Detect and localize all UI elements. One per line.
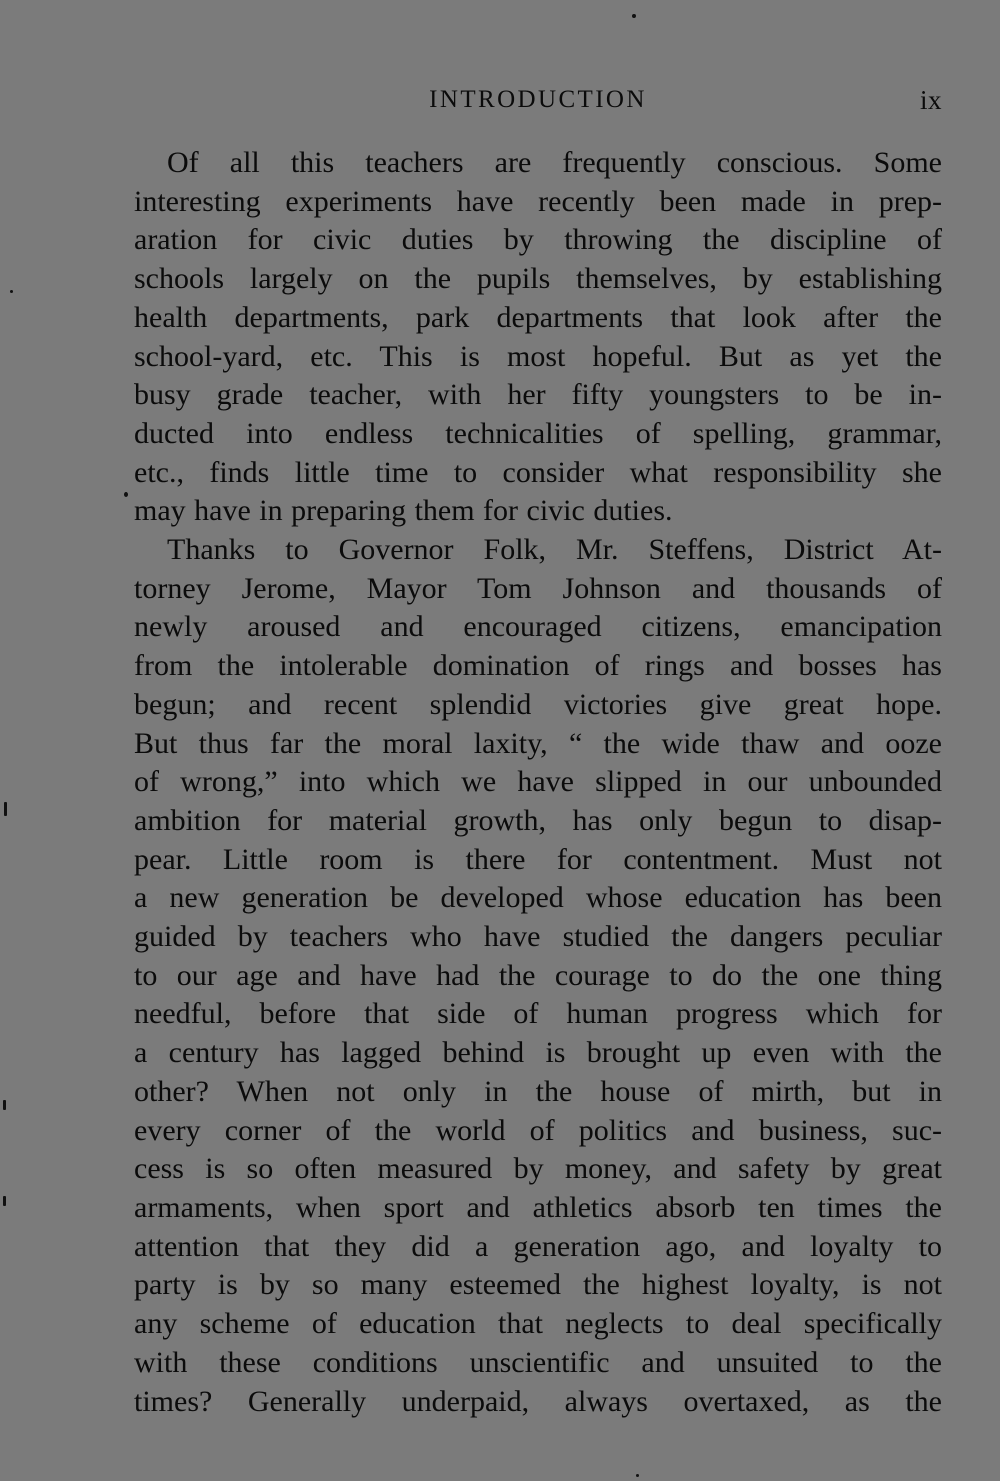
text-line: armaments, when sport and athletics absorb ten times the bbox=[134, 1190, 942, 1224]
text-line: torney Jerome, Mayor Tom Johnson and thousands of bbox=[134, 571, 942, 605]
text-line: health departments, park departments that look after the bbox=[134, 300, 942, 334]
text-line: needful, before that side of human progress which for bbox=[134, 997, 942, 1031]
text-line: guided by teachers who have studied the dangers peculiar bbox=[134, 920, 942, 954]
scan-speck bbox=[632, 14, 636, 18]
text-line: Of all this teachers are frequently conscious. Some bbox=[167, 146, 942, 179]
text-line: every corner of the world of politics and business, suc- bbox=[134, 1113, 942, 1147]
text-line: to our age and have had the courage to do the one thing bbox=[134, 958, 942, 992]
running-head bbox=[134, 82, 942, 118]
text-line: times? Generally underpaid, always overtaxed, as the bbox=[134, 1384, 942, 1418]
chapter-title: INTRODUCTION bbox=[429, 86, 647, 113]
text-line: other? When not only in the house of mirth, but in bbox=[134, 1074, 942, 1108]
text-line: ducted into endless technicalities of spelling, grammar, bbox=[134, 416, 942, 450]
text-line: ambition for material growth, has only begun to disap- bbox=[134, 803, 942, 837]
scan-speck bbox=[636, 1474, 639, 1477]
text-line: schools largely on the pupils themselves, by establishing bbox=[134, 262, 942, 296]
scan-speck bbox=[3, 1100, 6, 1110]
text-line: pear. Little room is there for contentment. Must not bbox=[134, 842, 942, 876]
text-line: begun; and recent splendid victories give great hope. bbox=[134, 687, 942, 721]
text-line: any scheme of education that neglects to deal specifically bbox=[134, 1307, 942, 1341]
text-line: But thus far the moral laxity, “ the wide thaw and ooze bbox=[134, 726, 942, 760]
text-line: Thanks to Governor Folk, Mr. Steffens, District At- bbox=[167, 533, 942, 567]
text-line: a new generation be developed whose education has been bbox=[134, 881, 942, 915]
text-line: with these conditions unscientific and unsuited to the bbox=[134, 1345, 942, 1379]
text-line: aration for civic duties by throwing the discipline of bbox=[134, 223, 942, 257]
text-line: attention that they did a generation ago, and loyalty to bbox=[134, 1229, 942, 1263]
scan-speck bbox=[124, 492, 128, 497]
text-line: from the intolerable domination of rings and bosses has bbox=[134, 649, 942, 683]
text-line: party is by so many esteemed the highest loyalty, is not bbox=[134, 1268, 942, 1302]
text-line: school-yard, etc. This is most hopeful. But as yet the bbox=[134, 339, 942, 373]
page-number: ix bbox=[919, 85, 942, 115]
text-line: busy grade teacher, with her fifty youngsters to be in- bbox=[134, 378, 942, 412]
paragraph-1 bbox=[134, 144, 942, 531]
scan-speck bbox=[10, 290, 13, 293]
text-line: newly aroused and encouraged citizens, emancipation bbox=[134, 610, 942, 644]
body-text bbox=[134, 144, 942, 1421]
scan-speck bbox=[3, 1196, 6, 1206]
text-line: cess is so often measured by money, and safety by great bbox=[134, 1152, 942, 1186]
text-line: may have in preparing them for civic duties. bbox=[134, 494, 673, 528]
text-line: etc., finds little time to consider what responsibility she bbox=[134, 455, 942, 489]
scan-speck bbox=[4, 802, 7, 816]
text-line: of wrong,” into which we have slipped in our unbounded bbox=[134, 765, 942, 799]
text-line: a century has lagged behind is brought up even with the bbox=[134, 1036, 942, 1070]
text-line: interesting experiments have recently been made in prep- bbox=[134, 184, 942, 218]
paragraph-2 bbox=[134, 531, 942, 1421]
